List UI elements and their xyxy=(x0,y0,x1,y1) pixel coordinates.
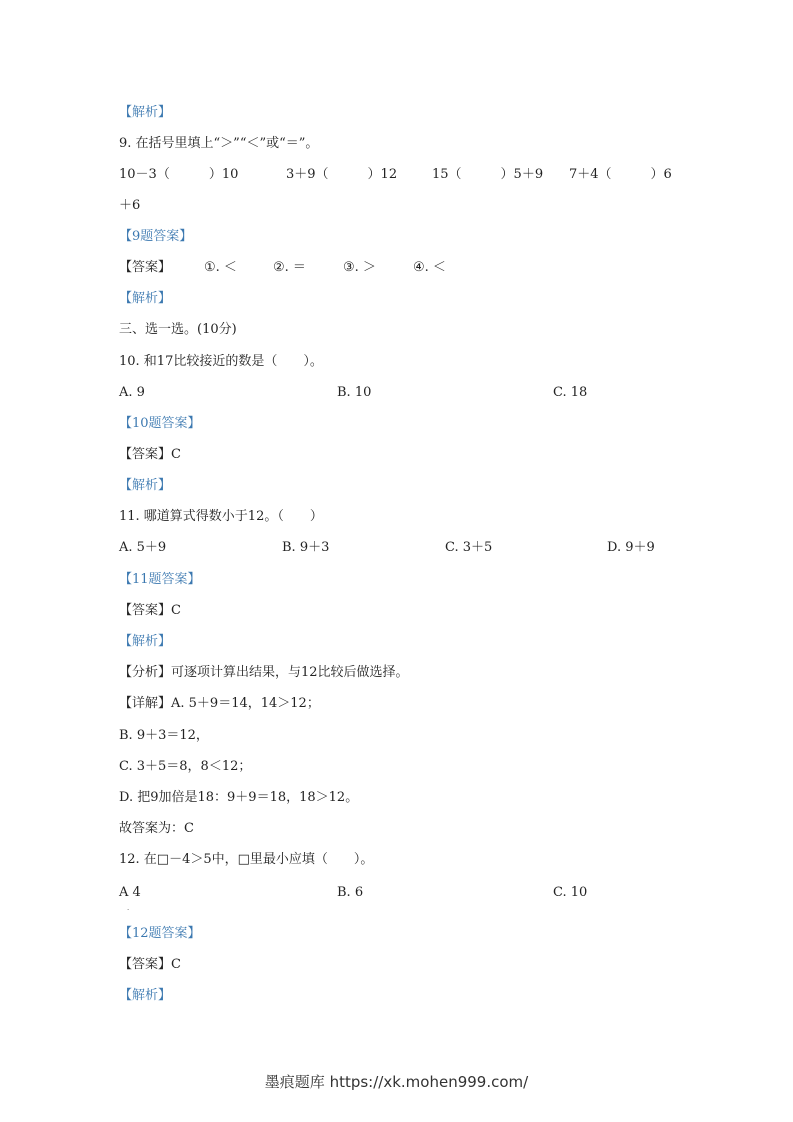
q10-option-b: B. 10 xyxy=(337,385,372,400)
q11-option-d: D. 9＋9 xyxy=(607,540,655,555)
q9-item-3: 15（ ）5＋9 xyxy=(432,167,544,182)
q12-answer-header: 【12题答案】 xyxy=(119,926,201,941)
q11-answer-header: 【11题答案】 xyxy=(119,572,201,587)
q11-question: 11. 哪道算式得数小于12。（ ） xyxy=(119,509,323,524)
q10-analysis-label: 【解析】 xyxy=(119,478,172,493)
q12-option-c: C. 10 xyxy=(553,885,588,900)
q10-option-a: A. 9 xyxy=(119,385,145,400)
q9-answer-4: ④. ＜ xyxy=(413,260,446,275)
q9-item-1: 10－3（ ）10 xyxy=(119,167,239,182)
q12-option-b: B. 6 xyxy=(337,885,364,900)
q11-option-b: B. 9＋3 xyxy=(282,540,330,555)
q11-analysis-label: 【解析】 xyxy=(119,634,172,649)
section-3-title: 三、选一选。(10分) xyxy=(119,322,237,337)
q11-option-a: A. 5＋9 xyxy=(119,540,167,555)
q10-answer-header: 【10题答案】 xyxy=(119,416,201,431)
q9-analysis-label: 【解析】 xyxy=(119,291,172,306)
q11-detail-2: B. 9＋3＝12， xyxy=(119,728,209,743)
q12-question: 12. 在□－4＞5中，□里最小应填（ ）。 xyxy=(119,852,374,867)
q11-answer: 【答案】C xyxy=(119,603,181,618)
q11-conclusion: 故答案为：C xyxy=(119,821,194,836)
q9-item-2: 3＋9（ ）12 xyxy=(286,167,398,182)
q11-detail-3: C. 3＋5＝8，8＜12； xyxy=(119,759,252,774)
q9-answer-header: 【9题答案】 xyxy=(119,229,193,244)
q8-analysis-label: 【解析】 xyxy=(119,105,172,120)
q9-answer-1: ①. ＜ xyxy=(204,260,237,275)
q9-answer-3: ③. ＞ xyxy=(343,260,376,275)
q12-option-a: A 4 xyxy=(119,885,141,900)
q11-detail-4: D. 把9加倍是18：9＋9＝18，18＞12。 xyxy=(119,790,359,805)
q9-item-4: 7＋4（ ）6 xyxy=(569,167,672,182)
q11-analysis: 【分析】可逐项计算出结果，与12比较后做选择。 xyxy=(119,665,409,680)
q12-answer: 【答案】C xyxy=(119,957,181,972)
footer-watermark: 墨痕题库 https://xk.mohen999.com/ xyxy=(264,1073,529,1091)
q9-answer-label: 【答案】 xyxy=(119,260,172,275)
q10-question: 10. 和17比较接近的数是（ ）。 xyxy=(119,354,323,369)
q9-answer-2: ②. ＝ xyxy=(273,260,306,275)
q9-question: 9. 在括号里填上“＞”“＜”或“＝”。 xyxy=(119,136,319,151)
q11-detail-1: 【详解】A. 5＋9＝14，14＞12； xyxy=(119,696,320,711)
q10-option-c: C. 18 xyxy=(553,385,588,400)
q9-item-4-wrap: ＋6 xyxy=(119,198,141,213)
q10-answer: 【答案】C xyxy=(119,447,181,462)
q11-option-c: C. 3＋5 xyxy=(445,540,493,555)
q12-option-a-dot: . xyxy=(127,904,130,912)
q12-analysis-label: 【解析】 xyxy=(119,988,172,1003)
